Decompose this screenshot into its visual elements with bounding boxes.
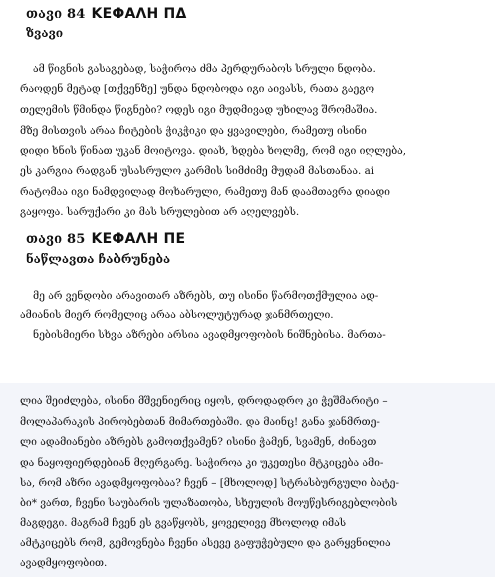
- chapter-85-heading: [26, 231, 185, 247]
- chapter-85-subtitle: ნაწლავთა ჩაბრუნება: [26, 252, 171, 266]
- chapter-85-number: თავი 85: [26, 232, 86, 247]
- chapter-85-line: ამტკიცებს რომ, გემოვნება ჩვენი ასევე გაფუჭებული და გარყვნილია: [20, 537, 391, 549]
- chapter-85-line: მოლაპარაკის პირობებთან მიმართებაში. და მაინც! განა ჯანმრთე-: [20, 416, 380, 428]
- chapter-85-line: და ნაყოფიერდებიან მღერგარე. საჭიროა კი უკეთესი მტკიცება ამი-: [20, 457, 384, 469]
- chapter-85-line: სა, რომ აზრი ავადმყოფობაა? ჩვენ – [მხოლოდ] სტრასბურგული ბატე-: [20, 477, 399, 489]
- chapter-84-line: გაყოფა. სარუქარი კი მას სრულებით არ აღელვებს.: [20, 206, 300, 218]
- chapter-84-number: თავი 84: [26, 7, 86, 22]
- chapter-84-greek-title: ΚΕΦΑΛΗ ΠΔ: [91, 6, 187, 22]
- chapter-85-line: მაგდეგი. მაგრამ ჩვენ ეს გვაწყობს, ყოველივე მხოლოდ იმას: [20, 517, 347, 529]
- chapter-85-line: ამიანის მიერ რომელიც არაა აბსოლუტურად ჯანმრთელი.: [20, 309, 334, 321]
- chapter-84-line: მზე მისთვის არაა ჩიტების ჭიკჭიკი და ყვავილები, რამეთუ ისინი: [20, 125, 367, 137]
- chapter-85-line: ლია შეიძლება, ისინი მშვენიერიც იყოს, დროდადრო კი ჭეშმარიტი –: [20, 395, 388, 407]
- chapter-84-line: თელემის წმინდა წიგნები? ოდეს იგი მუდმივად უხილავ შრომაშია.: [20, 104, 378, 116]
- chapter-84-line: რაოდენ მეტად [თქვენზე] უნდა ნდობოდა იგი აივასს, რათა გაეგო: [20, 83, 375, 95]
- chapter-84-subtitle: ზვავი: [26, 26, 64, 40]
- chapter-84-line: დიდი ხნის წინათ უკან მოიტოვა. დიახ, ხდება ხოლმე, რომ იგი იღლება,: [20, 145, 407, 157]
- chapter-85-line: ბი* ვართ, ჩვენი საუბარის ულაზათობა, სხეულის მოუწესრიგებლობის: [20, 497, 398, 509]
- chapter-85-greek-title: ΚΕΦΑΛΗ ΠΕ: [91, 231, 186, 247]
- chapter-85-line: ავადმყოფობით.: [20, 557, 108, 569]
- chapter-85-line: ნებისმიერი სხვა აზრები არსია ავადმყოფობის ნიშნებისა. მართა-: [33, 329, 386, 341]
- chapter-84-line: ამ წიგნის გასაგებად, საჭიროა ძმა პერდურაბოს სრული ნდობა.: [33, 63, 376, 75]
- chapter-85-line: მე არ ვენდობი არავითარ აზრებს, თუ ისინი წარმოთქმულია ად-: [33, 290, 379, 302]
- chapter-84-heading: [26, 6, 186, 22]
- chapter-84-line: რატომაა იგი ნამდვილად მოხარული, რამეთუ მან დაამთავრა დიადი: [20, 186, 390, 198]
- chapter-85-line: ლი ადამიანები აზრებს გამოთქვამენ? ისინი ჭამენ, სვამენ, ძინავთ: [20, 436, 377, 448]
- chapter-84-line: ეს კარგია რადგან უსასრულო კარმის სიმძიმე მუდამ მასთანაა. ai: [20, 165, 375, 177]
